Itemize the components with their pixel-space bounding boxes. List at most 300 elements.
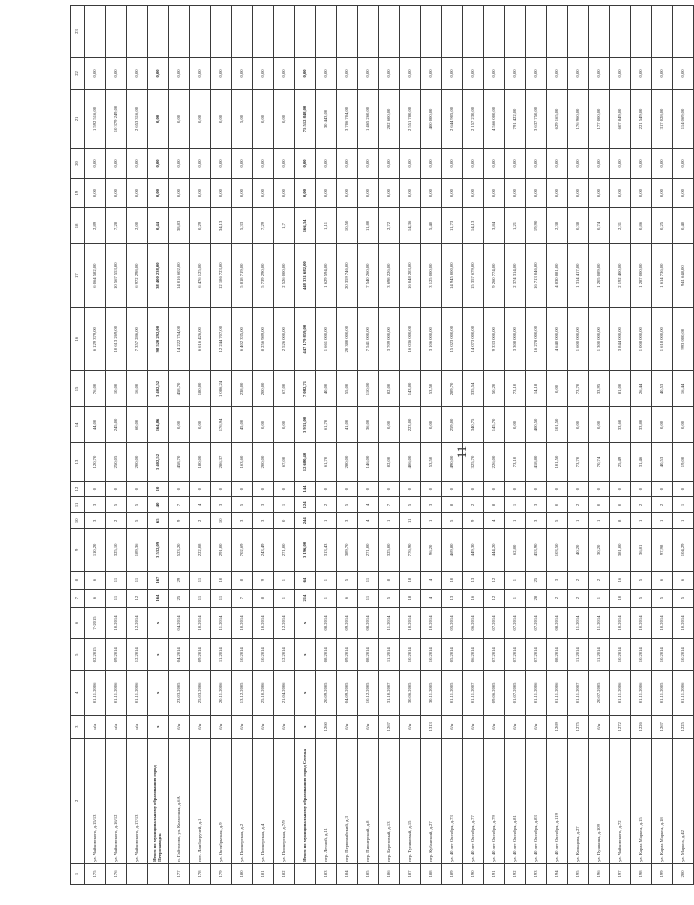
table-cell: 07.2014 xyxy=(505,607,526,639)
table-cell: 9 260 774,00 xyxy=(484,244,505,308)
empty-cell xyxy=(274,6,295,58)
column-number-cell: 4 xyxy=(71,671,85,715)
table-cell: 5 xyxy=(127,513,148,529)
table-cell: 381,00 xyxy=(610,529,631,571)
table-cell: 1 xyxy=(568,513,589,529)
table-cell: 0,00 xyxy=(316,149,337,179)
empty-cell xyxy=(484,6,505,58)
table-cell: 0 xyxy=(652,481,673,497)
table-cell: 0,00 xyxy=(610,178,631,208)
table-cell: 0,00 xyxy=(547,58,568,90)
table-cell: 3 125 000,00 xyxy=(421,244,442,308)
table-cell: 5 818 719,00 xyxy=(232,244,253,308)
table-cell: 0,00 xyxy=(253,89,274,148)
table-cell: 1 xyxy=(673,513,694,529)
table-cell: 4 566 000,00 xyxy=(484,89,505,148)
table-cell: 0 xyxy=(358,481,379,497)
table-cell: 2 xyxy=(568,589,589,607)
empty-cell xyxy=(106,6,127,58)
address-cell: ул. Пушкина, д.109 xyxy=(589,738,610,863)
table-cell: 3 698 226,00 xyxy=(379,244,400,308)
table-cell: 607 849,00 xyxy=(610,89,631,148)
table-cell: 7 082,71 xyxy=(295,371,316,407)
table-cell: 0,00 xyxy=(673,149,694,179)
column-number-cell: 5 xyxy=(71,639,85,671)
table-cell: 3 706 704,00 xyxy=(337,89,358,148)
column-number-cell: 8 xyxy=(71,571,85,589)
table-cell: 0,00 xyxy=(547,371,568,407)
table-cell: 11 xyxy=(127,571,148,589)
table-cell: 12.2014 xyxy=(274,639,295,671)
table-cell: 0,00 xyxy=(253,407,274,443)
table-cell: 1 592 516,00 xyxy=(85,89,106,148)
table-cell: 31,46 xyxy=(631,443,652,481)
table-cell: 09.2014 xyxy=(337,639,358,671)
table-cell: 0,00 xyxy=(190,407,211,443)
table-cell: 3 xyxy=(253,497,274,513)
table-cell: 8 xyxy=(253,589,274,607)
column-number-cell: 12 xyxy=(71,481,85,497)
table-cell: 0,00 xyxy=(169,149,190,179)
table-cell: 181 xyxy=(253,863,274,884)
empty-cell xyxy=(610,6,631,58)
table-cell: 449,30 xyxy=(463,529,484,571)
table-cell: 4 xyxy=(190,497,211,513)
table-cell: 0 xyxy=(400,481,421,497)
table-cell: x xyxy=(295,607,316,639)
table-cell: 335,54 xyxy=(463,371,484,407)
table-cell: 0,00 xyxy=(190,178,211,208)
table-cell: 0 xyxy=(190,481,211,497)
table-cell: б/н xyxy=(337,715,358,738)
table-cell: 12.2014 xyxy=(127,607,148,639)
address-cell: п. Гайтолово, ул. Колхозная, д.6А xyxy=(169,738,190,863)
table-cell: 20.11.2006 xyxy=(211,671,232,715)
table-cell: 178 xyxy=(190,863,211,884)
table-cell: 282 600,00 xyxy=(379,89,400,148)
address-cell: ул. Чайковского, д.17/13 xyxy=(127,738,148,863)
table-cell: 1 300 000,00 xyxy=(589,307,610,371)
table-cell: 0,00 xyxy=(358,149,379,179)
table-cell: 3 106 000,00 xyxy=(421,307,442,371)
table-cell: 04.2014 xyxy=(169,607,190,639)
table-cell: 0,00 xyxy=(631,149,652,179)
table-cell: 0,00 xyxy=(610,58,631,90)
table-cell: 0,00 xyxy=(127,58,148,90)
table-cell: 7 357 286,00 xyxy=(127,307,148,371)
address-cell: пер. Кубанский, д.27 xyxy=(421,738,442,863)
table-cell: 61,70 xyxy=(316,443,337,481)
table-cell: 0,00 xyxy=(568,58,589,90)
table-row xyxy=(106,6,127,885)
table-cell: 11.2014 xyxy=(379,639,400,671)
table-cell: 12.2014 xyxy=(127,639,148,671)
table-row xyxy=(253,6,274,885)
table-cell: 0,00 xyxy=(652,149,673,179)
table-cell: 490,00 xyxy=(442,443,463,481)
table-cell: 0,00 xyxy=(274,58,295,90)
column-number-cell: 9 xyxy=(71,529,85,571)
table-cell: 10 xyxy=(211,571,232,589)
table-cell: 96,20 xyxy=(421,529,442,571)
table-cell: 0,00 xyxy=(505,407,526,443)
table-cell: 4 xyxy=(421,571,442,589)
table-cell: 14 945 000,00 xyxy=(442,244,463,308)
address-cell: ул. Пионерская, д.7/9 xyxy=(274,738,295,863)
table-cell: 5,40 xyxy=(421,208,442,244)
table-cell: 182 xyxy=(274,863,295,884)
table-cell: 189 xyxy=(442,863,463,884)
address-cell: ул. Пионерская, д.4 xyxy=(253,738,274,863)
column-number-cell: 7 xyxy=(71,589,85,607)
table-cell: 0,00 xyxy=(421,149,442,179)
table-cell xyxy=(148,863,169,884)
table-cell: 2 653 316,00 xyxy=(127,89,148,148)
table-cell: 10 379 249,00 xyxy=(106,89,127,148)
table-cell: 180 xyxy=(232,863,253,884)
table-cell: 5 739 290,00 xyxy=(253,244,274,308)
column-number-cell: 17 xyxy=(71,244,85,308)
table-cell: 0,00 xyxy=(568,407,589,443)
table-cell: 0 xyxy=(484,481,505,497)
empty-cell xyxy=(379,6,400,58)
table-cell: 0,00 xyxy=(568,149,589,179)
address-cell: ул. Карла Маркса, д.15 xyxy=(631,738,652,863)
table-cell: 0,00 xyxy=(190,149,211,179)
table-cell: 1,7 xyxy=(274,208,295,244)
table-cell: 245,00 xyxy=(106,407,127,443)
table-cell: 3 xyxy=(85,497,106,513)
address-cell: ул. Чайковского, д.16/12 xyxy=(106,738,127,863)
table-cell: 0,00 xyxy=(484,58,505,90)
table-cell: 418,80 xyxy=(526,443,547,481)
table-cell: 0,00 xyxy=(652,58,673,90)
table-row xyxy=(505,6,526,885)
table-cell: 214 xyxy=(295,589,316,607)
table-cell: 08.2014 xyxy=(547,607,568,639)
table-cell: 0 xyxy=(631,481,652,497)
table-cell: 81,00 xyxy=(610,371,631,407)
table-cell: 444,20 xyxy=(484,529,505,571)
table-cell: x xyxy=(148,671,169,715)
table-cell: 10.2014 xyxy=(190,607,211,639)
table-row xyxy=(484,6,505,885)
table-cell: 0,29 xyxy=(190,208,211,244)
table-cell: 2 xyxy=(631,497,652,513)
table-cell: 05.2014 xyxy=(442,639,463,671)
table-cell: 4 640 000,00 xyxy=(547,307,568,371)
table-cell: 82,00 xyxy=(379,443,400,481)
table-cell: 389,70 xyxy=(337,529,358,571)
table-cell: 1 008 000,00 xyxy=(631,307,652,371)
table-cell: 186 xyxy=(379,863,400,884)
column-number-cell: 3 xyxy=(71,715,85,738)
table-cell: 5 xyxy=(232,497,253,513)
table-cell: 0,00 xyxy=(232,58,253,90)
address-cell: ул. 40 лет Октября, д.77 xyxy=(463,738,484,863)
table-cell: 176,94 xyxy=(211,407,232,443)
table-cell: 26,44 xyxy=(631,371,652,407)
table-cell: 1,21 xyxy=(505,208,526,244)
table-cell: 0,00 xyxy=(253,58,274,90)
table-cell: 0,00 xyxy=(274,149,295,179)
table-cell: 11.2014 xyxy=(589,607,610,639)
table-cell: 167 xyxy=(148,571,169,589)
table-cell: 5 xyxy=(442,513,463,529)
table-cell: 1 xyxy=(316,589,337,607)
table-cell: 0,44 xyxy=(148,208,169,244)
table-cell: 82,00 xyxy=(379,371,400,407)
table-cell: 175 xyxy=(85,863,106,884)
table-cell: 3 xyxy=(232,513,253,529)
table-cell: 325,00 xyxy=(379,529,400,571)
table-cell: 2 xyxy=(568,571,589,589)
table-cell: 0 xyxy=(610,497,631,513)
subtotal-row xyxy=(148,6,169,885)
column-number-cell: 20 xyxy=(71,149,85,179)
table-cell: 0,00 xyxy=(148,178,169,208)
table-row xyxy=(190,6,211,885)
address-cell: ул. Пионерская, д.2 xyxy=(232,738,253,863)
table-cell: 0,00 xyxy=(589,58,610,90)
empty-cell xyxy=(547,6,568,58)
table-cell: 16 713 046,00 xyxy=(526,244,547,308)
empty-cell xyxy=(505,6,526,58)
address-cell: ул. Чайковского, д.15/13 xyxy=(85,738,106,863)
table-cell: 10.2014 xyxy=(631,639,652,671)
table-cell: 0 xyxy=(379,481,400,497)
table-cell: 9 333 000,00 xyxy=(484,307,505,371)
table-cell: 40,53 xyxy=(652,443,673,481)
table-row xyxy=(589,6,610,885)
table-cell: 0 xyxy=(337,481,358,497)
table-cell: 3 196,00 xyxy=(295,529,316,571)
table-cell: 0,00 xyxy=(337,178,358,208)
table-cell: 221 549,00 xyxy=(631,89,652,148)
table-cell: 40 xyxy=(148,497,169,513)
table-cell: 04.09.2005 xyxy=(337,671,358,715)
table-cell: 1 xyxy=(589,589,610,607)
table-cell: 14,36 xyxy=(400,208,421,244)
table-cell: 2 xyxy=(589,571,610,589)
table-cell: 1272 xyxy=(610,715,631,738)
table-cell: 200 xyxy=(673,863,694,884)
table-cell: 271,00 xyxy=(274,529,295,571)
table-cell: 10.2014 xyxy=(400,639,421,671)
address-cell: ул. Карла Маркса, д.18 xyxy=(652,738,673,863)
table-cell: 0,00 xyxy=(85,149,106,179)
table-cell: 2 xyxy=(652,497,673,513)
column-number-cell: 13 xyxy=(71,443,85,481)
table-cell: 25.10.2006 xyxy=(253,671,274,715)
table-cell: 469,80 xyxy=(442,529,463,571)
table-cell: 97,98 xyxy=(652,529,673,571)
table-cell: 0,00 xyxy=(421,58,442,90)
table-cell: 0 xyxy=(463,481,484,497)
table-cell: 20 359 746,00 xyxy=(337,244,358,308)
table-cell: 36,00 xyxy=(358,407,379,443)
table-cell: 101,50 xyxy=(547,443,568,481)
column-number-cell: 15 xyxy=(71,371,85,407)
table-row xyxy=(337,6,358,885)
table-cell: 10.2014 xyxy=(421,607,442,639)
table-cell: 11 xyxy=(211,589,232,607)
table-cell: 53,50 xyxy=(421,371,442,407)
table-cell: 01.11.2006 xyxy=(127,671,148,715)
table-cell: 0,00 xyxy=(358,58,379,90)
table-cell: 193 xyxy=(526,863,547,884)
table-cell: 23.03.2005 xyxy=(169,671,190,715)
table-cell: 0,00 xyxy=(379,178,400,208)
table-cell: 2 374 314,00 xyxy=(505,244,526,308)
table-cell: 29 xyxy=(169,571,190,589)
table-row xyxy=(169,6,190,885)
table-row xyxy=(211,6,232,885)
table-cell: 177 000,00 xyxy=(589,89,610,148)
table-cell: 0,00 xyxy=(106,149,127,179)
table-cell: 2,31 xyxy=(610,208,631,244)
table-cell: 114 069,00 xyxy=(673,89,694,148)
table-cell: 3 402,52 xyxy=(148,371,169,407)
table-cell: 791 422,00 xyxy=(505,89,526,148)
table-cell: 0 xyxy=(547,481,568,497)
table-cell: 180,00 xyxy=(190,371,211,407)
table-cell: 0 xyxy=(211,481,232,497)
table-cell: 184 xyxy=(337,863,358,884)
table-cell: 3 xyxy=(547,571,568,589)
table-cell: 45,00 xyxy=(232,407,253,443)
table-cell: 6 xyxy=(85,589,106,607)
empty-cell xyxy=(421,6,442,58)
table-cell: 11.2014 xyxy=(211,639,232,671)
table-cell: 0 xyxy=(589,497,610,513)
address-cell: пер. Пионерский, д.8 xyxy=(358,738,379,863)
column-number-cell: 19 xyxy=(71,178,85,208)
table-cell: 0 xyxy=(505,481,526,497)
table-cell: 0,00 xyxy=(547,149,568,179)
table-cell: 2 xyxy=(547,589,568,607)
table-cell: 98 520 292,00 xyxy=(148,307,169,371)
table-cell: 0,00 xyxy=(253,178,274,208)
table-cell: 0,00 xyxy=(505,149,526,179)
table-cell: 0,00 xyxy=(463,178,484,208)
column-number-cell: 14 xyxy=(71,407,85,443)
table-cell: 16 036 000,00 xyxy=(400,307,421,371)
table-cell: 0,74 xyxy=(589,208,610,244)
table-cell: 18 xyxy=(400,571,421,589)
empty-cell xyxy=(652,6,673,58)
table-cell: 5 xyxy=(127,497,148,513)
table-cell: 16,44 xyxy=(673,371,694,407)
table-cell: 0 xyxy=(253,481,274,497)
table-cell: 30.11.2005 xyxy=(421,671,442,715)
table-cell: 10,00 xyxy=(106,371,127,407)
table-cell: 36,81 xyxy=(631,529,652,571)
table-cell: 01.11.2005 xyxy=(442,671,463,715)
empty-cell xyxy=(442,6,463,58)
table-cell: 0,00 xyxy=(673,58,694,90)
table-cell: 01.11.2006 xyxy=(673,671,694,715)
table-cell: 164 xyxy=(148,589,169,607)
table-cell: 10.2014 xyxy=(421,639,442,671)
table-cell: 0,00 xyxy=(526,58,547,90)
table-cell: 166,34 xyxy=(295,208,316,244)
table-cell: 2 526 000,00 xyxy=(274,244,295,308)
table-cell: 4 xyxy=(484,513,505,529)
table-cell: 0,00 xyxy=(106,58,127,90)
address-cell: ул. 40 лет Октября, д.81 xyxy=(505,738,526,863)
table-cell: 7 xyxy=(379,497,400,513)
table-cell: 447 179 859,00 xyxy=(295,307,316,371)
address-cell: Итого по муниципальному образованию город Петрозаводск xyxy=(148,738,169,863)
table-cell: 0,00 xyxy=(484,178,505,208)
table-cell: 67,00 xyxy=(274,371,295,407)
table-cell: 10.2014 xyxy=(253,639,274,671)
table-cell: 16,00 xyxy=(127,371,148,407)
table-cell: 40,53 xyxy=(652,371,673,407)
column-number-cell: 2 xyxy=(71,738,85,863)
table-cell: 8 xyxy=(379,571,400,589)
table-cell: 406,00 xyxy=(400,443,421,481)
table-cell: 10,50 xyxy=(337,208,358,244)
table-cell: 06.2014 xyxy=(463,639,484,671)
table-cell: 1 xyxy=(505,589,526,607)
table-cell: 1269 xyxy=(547,715,568,738)
table-cell: н/а xyxy=(127,715,148,738)
table-cell: 200,00 xyxy=(127,443,148,481)
table-cell: 10 xyxy=(148,481,169,497)
table-cell: 250,05 xyxy=(106,443,127,481)
empty-cell xyxy=(589,6,610,58)
table-cell: 53,50 xyxy=(421,443,442,481)
address-cell: ул. 40 лет Октября, д.119 xyxy=(547,738,568,863)
table-row xyxy=(526,6,547,885)
table-cell: 6 476 125,00 xyxy=(190,244,211,308)
table-cell: 0,00 xyxy=(505,58,526,90)
table-cell: 09.2014 xyxy=(337,607,358,639)
table-cell: 10.2014 xyxy=(400,607,421,639)
table-cell: 8 xyxy=(484,497,505,513)
table-cell: 12 680,40 xyxy=(295,443,316,481)
table-cell: 10.2014 xyxy=(652,639,673,671)
table-cell: 09.06.2005 xyxy=(484,671,505,715)
table-cell: 2 xyxy=(190,513,211,529)
table-cell: 1267 xyxy=(652,715,673,738)
table-row xyxy=(463,6,484,885)
table-cell: 64 xyxy=(295,571,316,589)
table-cell: 8 xyxy=(442,497,463,513)
table-cell: 4 830 881,00 xyxy=(547,244,568,308)
address-cell: ул. 40 лет Октября, д.83 xyxy=(526,738,547,863)
table-cell: 01.11.2005 xyxy=(652,671,673,715)
table-cell: x xyxy=(148,639,169,671)
table-cell: 11,80 xyxy=(358,208,379,244)
empty-cell xyxy=(190,6,211,58)
table-cell: 0 xyxy=(610,481,631,497)
table-cell: 0,00 xyxy=(631,178,652,208)
table-cell: 244 xyxy=(295,513,316,529)
table-cell: 2,00 xyxy=(127,208,148,244)
table-cell: 0,00 xyxy=(148,149,169,179)
table-cell: 9 xyxy=(463,513,484,529)
table-cell: 0,00 xyxy=(421,407,442,443)
table-cell: 10.2014 xyxy=(673,639,694,671)
address-cell: пер. Первомайский, д.3 xyxy=(337,738,358,863)
table-cell: 1 xyxy=(631,513,652,529)
table-cell: 10.2014 xyxy=(652,607,673,639)
column-number-cell: 21 xyxy=(71,89,85,148)
table-cell: 33,95 xyxy=(589,371,610,407)
